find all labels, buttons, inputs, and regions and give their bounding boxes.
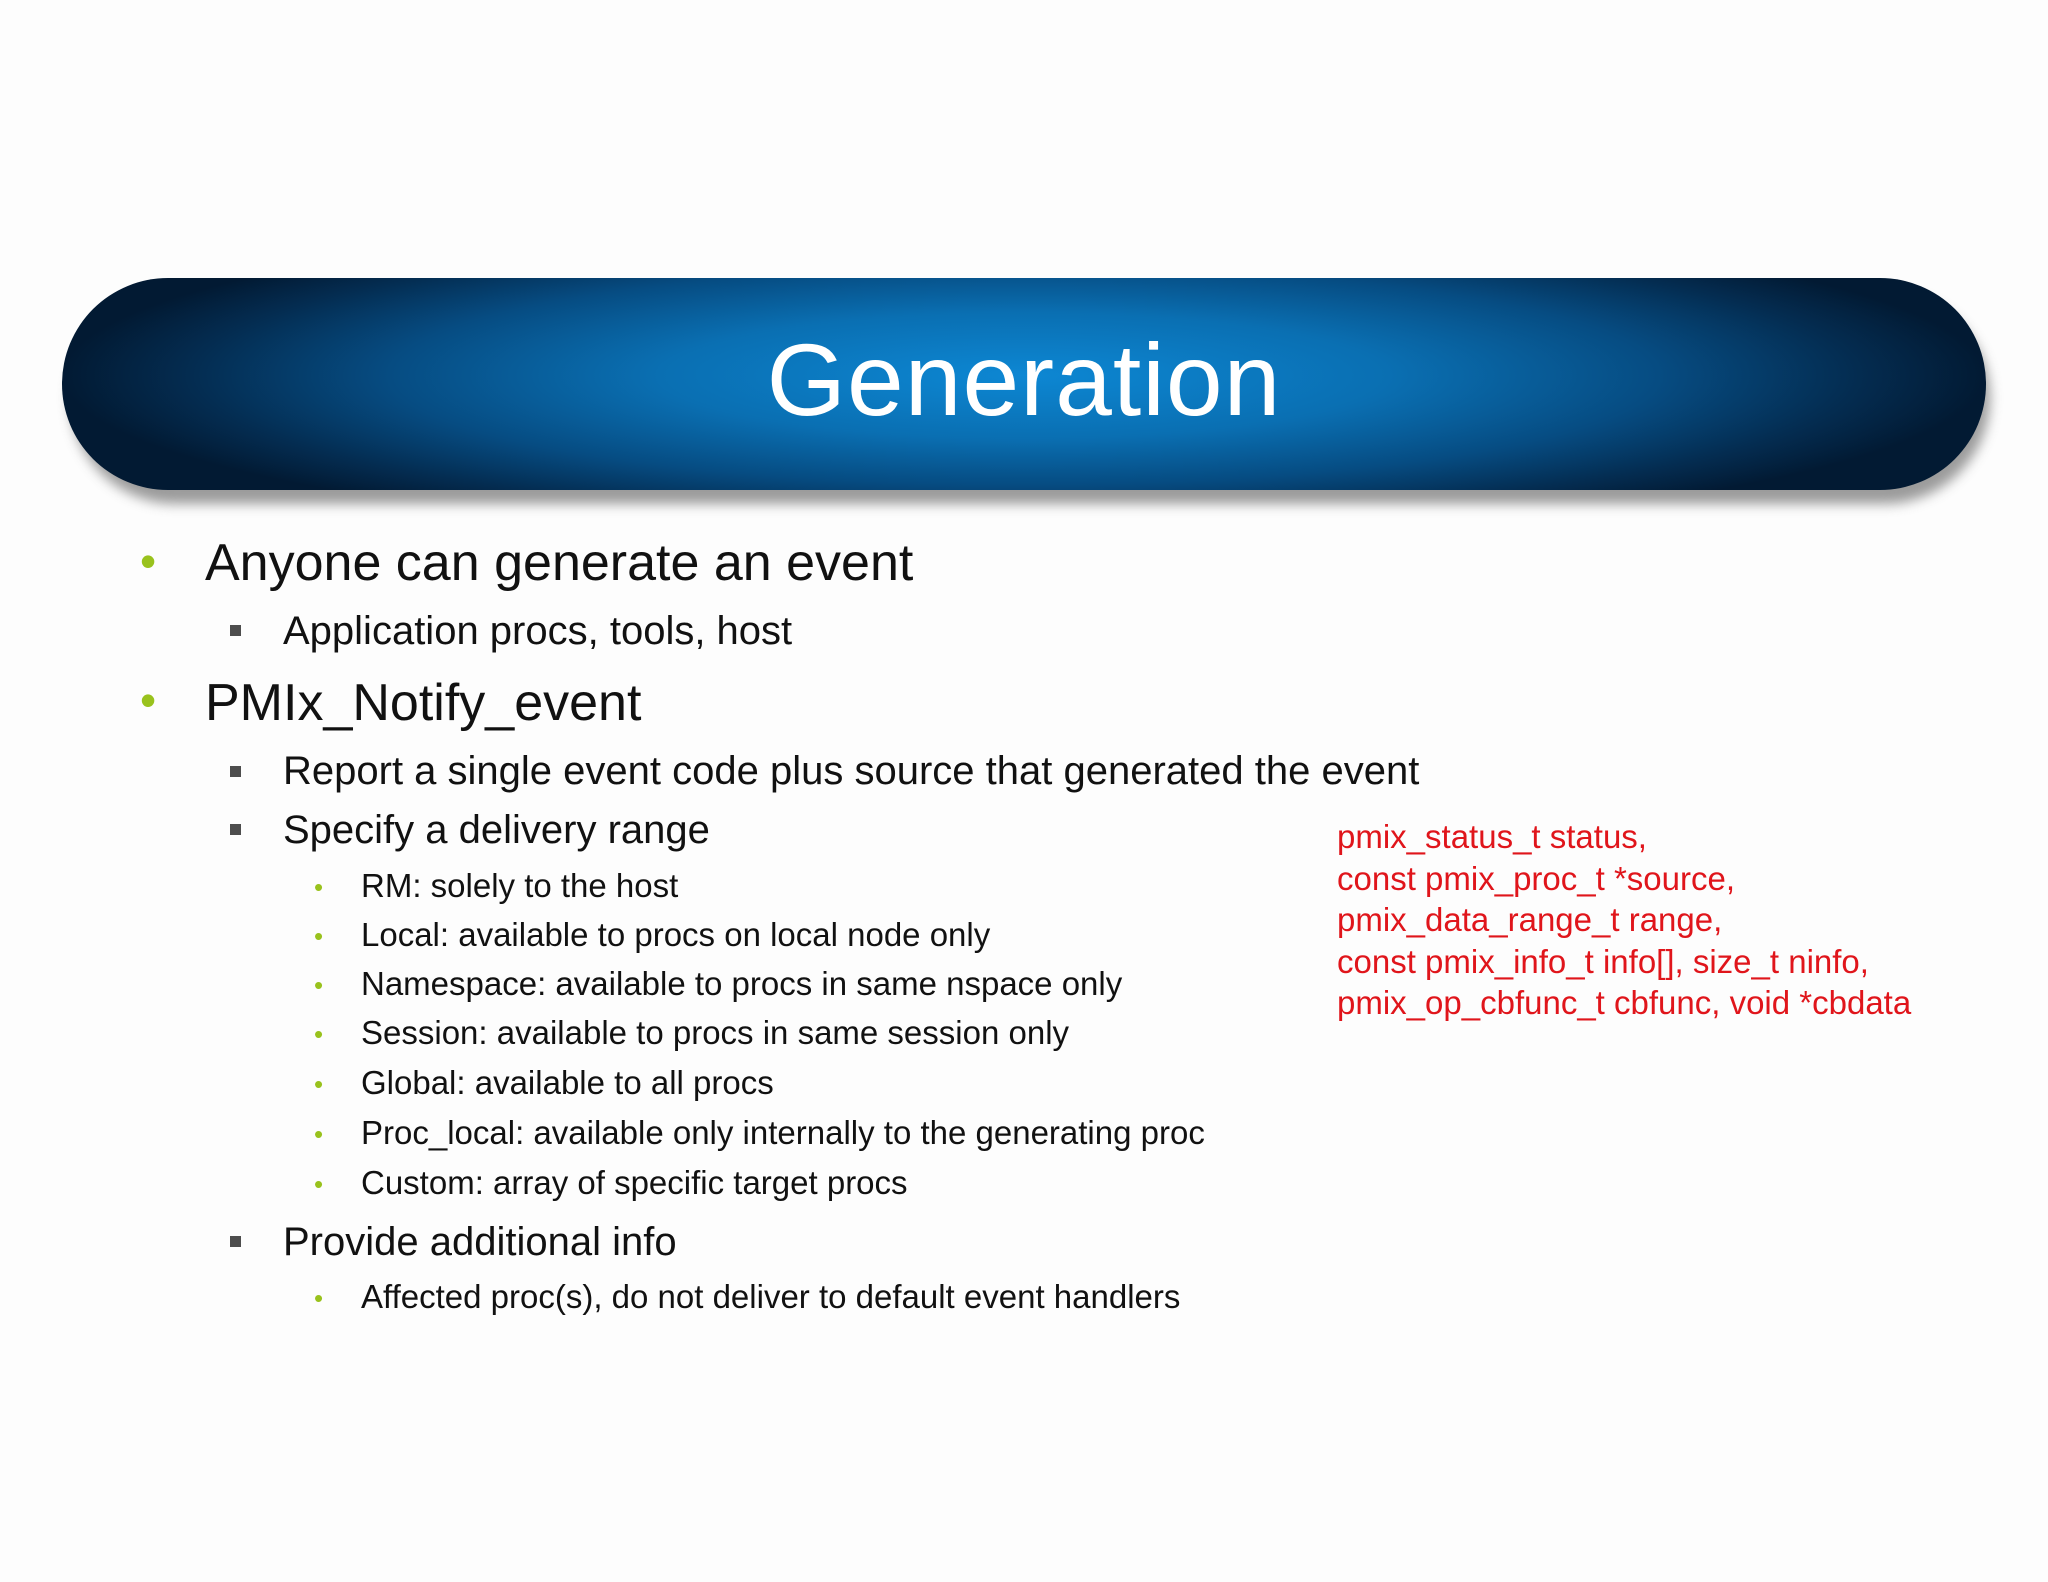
bullet-level3: Local: available to procs on local node only xyxy=(361,916,991,953)
bullet-dot-icon: • xyxy=(140,674,157,726)
bullet-level2: Application procs, tools, host xyxy=(283,609,793,653)
bullet-dot-icon: • xyxy=(314,921,324,951)
bullet-dot-icon: • xyxy=(314,1019,324,1049)
bullet-square-icon xyxy=(230,824,241,835)
bullet-dot-icon: • xyxy=(314,1169,324,1199)
code-line: const pmix_proc_t *source, xyxy=(1337,859,1736,897)
title-banner xyxy=(62,278,1986,490)
bullet-dot-icon: • xyxy=(314,970,324,1000)
bullet-level3: RM: solely to the host xyxy=(361,867,679,904)
bullet-level3: Namespace: available to procs in same nspace only xyxy=(361,965,1123,1002)
bullet-level3: Session: available to procs in same session only xyxy=(361,1014,1070,1051)
code-line: const pmix_info_t info[], size_t ninfo, xyxy=(1337,942,1869,980)
code-line: pmix_data_range_t range, xyxy=(1337,901,1723,938)
bullet-square-icon xyxy=(230,625,241,636)
code-line: pmix_op_cbfunc_t cbfunc, void *cbdata xyxy=(1337,984,1912,1021)
bullet-level1: PMIx_Notify_event xyxy=(205,674,642,732)
bullet-dot-icon: • xyxy=(314,1069,324,1099)
bullet-square-icon xyxy=(230,1236,241,1247)
bullet-level1: Anyone can generate an event xyxy=(205,534,914,592)
bullet-square-icon xyxy=(230,766,241,777)
bullet-dot-icon: • xyxy=(314,1119,324,1149)
bullet-dot-icon: • xyxy=(314,872,324,902)
bullet-level3: Affected proc(s), do not deliver to default event handlers xyxy=(361,1278,1181,1315)
bullet-dot-icon: • xyxy=(140,535,157,587)
code-line: pmix_status_t status, xyxy=(1337,818,1647,855)
bullet-level3: Proc_local: available only internally to the generating proc xyxy=(361,1114,1205,1151)
bullet-dot-icon: • xyxy=(314,1283,324,1313)
bullet-level3: Global: available to all procs xyxy=(361,1064,774,1101)
bullet-level2: Specify a delivery range xyxy=(283,808,710,852)
bullet-level2: Provide additional info xyxy=(283,1220,677,1264)
bullet-level3: Custom: array of specific target procs xyxy=(361,1164,908,1201)
slide-title: Generation xyxy=(766,322,1282,437)
function-signature-code xyxy=(1337,816,1911,1024)
bullet-level2: Report a single event code plus source that generated the event xyxy=(283,749,1420,793)
